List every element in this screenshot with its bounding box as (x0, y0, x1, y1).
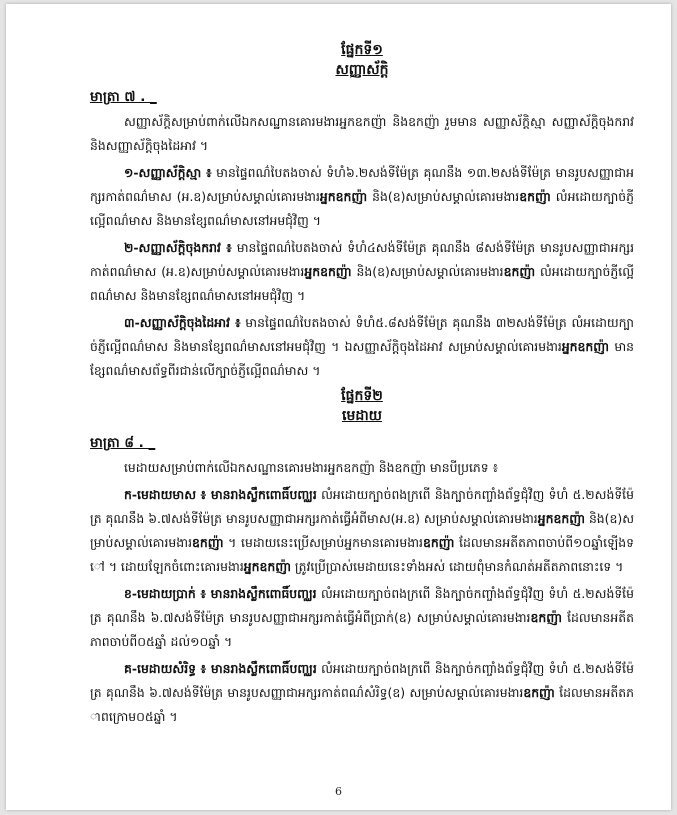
part2-title: ផ្នែកទី២ (341, 388, 383, 404)
item-1-text-2: និង(ឧ)សម្រាប់សម្គាល់គោរមងារ (372, 189, 520, 204)
item-c-term: គ-មេដាយសំរិទ្ធ ៖ មានរាងស្លឹកពោធិ៍បញ្ឈរ (124, 661, 317, 676)
item-2-bold-1: អ្នកឧកញ៉ា (304, 264, 352, 279)
page-content (90, 40, 634, 732)
part1-title: ផ្នែកទី១ (341, 42, 383, 58)
item-2-term: ២-សញ្ញាស័ក្តិចុងករាវ ៖ (124, 240, 232, 255)
item-1-bold-2: ឧកញ៉ា (519, 189, 551, 204)
article-7-item-2 (90, 236, 634, 308)
item-a-text-2: និង(ឧ)សម្រាប់សម្គាល់គោរមងារ (90, 511, 634, 550)
item-c-text: លំអដោយក្បាច់ពងក្រពើ និងក្បាច់កញ្ចាំងព័ទ្ធជុំវិញ ទំហំ ៥.២សង់ទីម៉ែត្រ គុណនឹង ៦.៧សង់ទីម៉ែត្រ មានរូបសញ្ញាជាអក្សរកាត់ពណ៌សំរិទ្ធ(ឧ) សម្រាប់សម្គាល់គោរមងារ (90, 661, 634, 700)
document-page (6, 4, 671, 810)
item-2-text-3: លំអដោយក្បាច់ភ្ញីល្អើពណ៌មាស និងមានខ្សែពណ៌មាសនៅអមជុំវិញ ។ (90, 264, 634, 303)
article-7-item-3 (90, 311, 634, 383)
item-2-text-2: និង(ឧ)សម្រាប់សម្គាល់គោរមងារ (356, 264, 504, 279)
page-number: 6 (335, 785, 342, 798)
article-8-item-c (90, 657, 634, 729)
item-3-bold-1: អ្នកឧកញ៉ា (561, 339, 610, 354)
item-3-text: មានផ្ទៃពណ៌បៃតងចាស់ ទំហំ៥.៨សង់ទីម៉ែត្រ គុណនឹង ៣២សង់ទីម៉ែត្រ លំអដោយក្បាច់ភ្ញីល្អើពណ៌មាស និងមានខ្សែពណ៌មាសនៅអមជុំវិញ ។ ឯសញ្ញាស័ក្តិចុងដៃអាវ សម្រាប់សម្គាល់គោរមងារ (90, 315, 634, 354)
article-7-label: មាត្រា ៧ . _ (90, 89, 157, 105)
item-a-text-3: ។ មេដាយនេះប្រើសម្រាប់អ្នកមានគោរមងារ (228, 535, 423, 550)
article-8-item-b (90, 582, 634, 654)
item-a-text-4: ដែលមានអតីតភាពចាប់ពី១០ឆ្នាំឡើងទៅ ។ ដោយឡែកចំពោះគោរមងារ (90, 535, 634, 574)
article-7-item-1 (90, 161, 634, 233)
item-1-text: មានផ្ទៃពណ៌បៃតងចាស់ ទំហំ៦.២សង់ទីម៉ែត្រ គុណនឹង ១៣.២សង់ទីម៉ែត្រ មានរូបសញ្ញាជាអក្សរកាត់ពណ៌មាស (អ.ឧ)សម្រាប់សម្គាល់គោរមងារ (90, 165, 634, 204)
item-a-bold-3: ឧកញ៉ា (422, 535, 455, 550)
item-b-term: ខ-មេដាយប្រាក់ ៖ មានរាងស្លឹកពោធិ៍បញ្ឈរ (124, 586, 317, 601)
item-3-term: ៣-សញ្ញាស័ក្តិចុងដៃអាវ ៖ (124, 315, 241, 330)
item-a-bold-4: អ្នកឧកញ៉ា (243, 559, 291, 574)
item-a-text-5: ត្រូវប្រើប្រាស់មេដាយនេះទាំងអស់ ដោយពុំមានកំណត់អតីតភាពនោះទេ ។ (294, 559, 624, 574)
item-a-text: លំអដោយក្បាច់ពងក្រពើ និងក្បាច់កញ្ចាំងព័ទ្ធជុំវិញ ទំហំ ៥.២សង់ទីម៉ែត្រ គុណនឹង ៦.៧សង់ទីម៉ែត្រ មានរូបសញ្ញាជាអក្សរកាត់ធ្វើអំពីមាស(អ.ឧ) សម្រាប់សម្គាល់គោរមងារ (90, 487, 634, 526)
item-1-bold-1: អ្នកឧកញ៉ា (319, 189, 368, 204)
article-8-label: មាត្រា ៨ . _ (90, 435, 156, 451)
item-3-text-2: មានខ្សែពណ៌មាសព័ទ្ធពីរជាន់លើក្បាច់ភ្ញីល្អើពណ៌មាស ។ (90, 339, 634, 378)
item-a-bold-2: ឧកញ៉ា (192, 535, 224, 550)
item-c-bold-1: ឧកញ៉ា (523, 685, 555, 700)
article-8-intro: មេដាយសម្រាប់ពាក់លើឯកសណ្ឋានគោរមងារអ្នកឧកញ៉ា និងឧកញ៉ា មានបីប្រភេទ ៖ (124, 460, 499, 475)
item-a-bold-1: អ្នកឧកញ៉ា (537, 511, 585, 526)
item-c-text-2: ដែលមានអតីតភាពក្រោម០៥ឆ្នាំ ។ (90, 685, 634, 724)
item-b-text: លំអដោយក្បាច់ពងក្រពើ និងក្បាច់កញ្ចាំងព័ទ្ធជុំវិញ ទំហំ ៥.២សង់ទីម៉ែត្រ គុណនឹង ៦.៧សង់ទីម៉ែត្រ មានរូបសញ្ញាជាអក្សរកាត់ធ្វើអំពីប្រាក់(ឧ) សម្រាប់សម្គាល់គោរមងារ (90, 586, 634, 625)
item-1-text-3: លំអដោយក្បាច់ភ្ញីល្អើពណ៌មាស និងមានខ្សែពណ៌មាសនៅអមជុំវិញ ។ (90, 189, 634, 228)
part2-subtitle: មេដាយ (342, 408, 382, 424)
item-b-bold-1: ឧកញ៉ា (530, 610, 562, 625)
item-2-text: មានផ្ទៃពណ៌បៃតងចាស់ ទំហំ៤សង់ទីម៉ែត្រ គុណនឹង ៨សង់ទីម៉ែត្រ មានរូបសញ្ញាជាអក្សរកាត់ពណ៌មាស (អ.ឧ)សម្រាប់សម្គាល់គោរមងារ (90, 240, 635, 279)
article-8-item-a (90, 483, 634, 579)
article-7-intro: សញ្ញាស័ក្តិសម្រាប់ពាក់លើឯកសណ្ឋានគោរមងារអ្នកឧកញ៉ា និងឧកញ៉ា រួមមាន សញ្ញាស័ក្តិស្មា សញ្ញាស័ក្តិចុងករាវ និងសញ្ញាស័ក្តិចុងដៃអាវ ។ (90, 114, 634, 153)
part1-subtitle: សញ្ញាស័ក្តិ (335, 62, 389, 78)
item-a-term: ក-មេដាយមាស ៖ មានរាងស្លឹកពោធិ៍បញ្ឈរ (124, 487, 317, 502)
item-b-text-2: ដែលមានអតីតភាពចាប់ពី០៥ឆ្នាំ ដល់១០ឆ្នាំ ។ (90, 610, 634, 649)
item-1-term: ១-សញ្ញាស័ក្តិស្មា ៖ (124, 165, 212, 180)
item-2-bold-2: ឧកញ៉ា (503, 264, 536, 279)
